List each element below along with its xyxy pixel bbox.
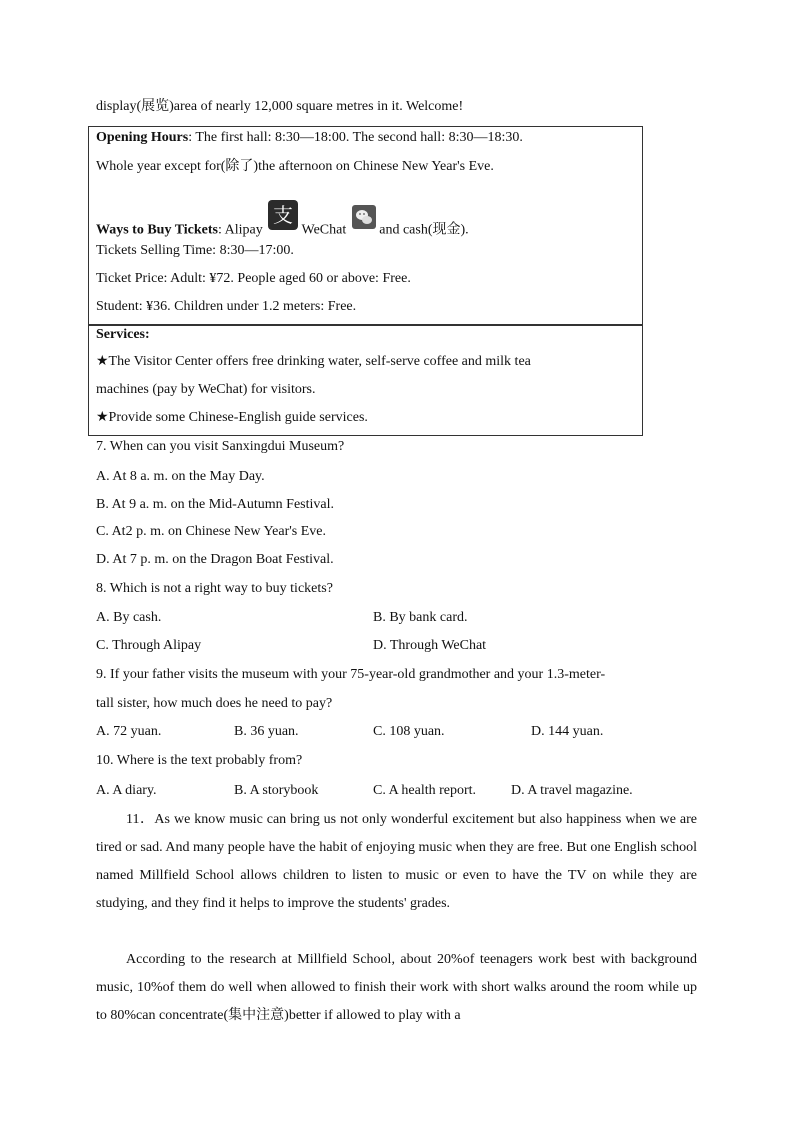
question-9-stem-line1: 9. If your father visits the museum with your 75-year-old grandmother and your 1.3-meter- [96,667,606,682]
question-10-option-c: C. A health report. [373,783,477,798]
ways-alipay: : Alipay [218,222,263,238]
price-line2: Student: ¥36. Children under 1.2 meters: Free. [96,299,357,314]
question-7-stem: 7. When can you visit Sanxingdui Museum? [96,439,345,454]
ways-cash: and cash(现金). [379,222,469,238]
ways-label: Ways to Buy Tickets [96,222,219,238]
alipay-icon [268,200,298,237]
question-10-option-b: B. A storybook [234,783,319,798]
question-10-option-d: D. A travel magazine. [511,783,633,798]
question-9-option-d: D. 144 yuan. [531,724,604,739]
question-9-stem-line2: tall sister, how much does he need to pay? [96,696,333,711]
opening-hours-text: : The first hall: 8:30—18:00. The second hall: 8:30—18:30. [188,130,523,145]
question-7-option-c: C. At2 p. m. on Chinese New Year's Eve. [96,524,327,539]
question-7-option-a: A. At 8 a. m. on the May Day. [96,469,265,484]
question-8-option-c: C. Through Alipay [96,638,202,653]
question-7-option-b: B. At 9 a. m. on the Mid-Autumn Festival. [96,497,334,512]
service2: ★Provide some Chinese-English guide services. [96,410,368,425]
question-10-option-a: A. A diary. [96,783,157,798]
question-7-option-d: D. At 7 p. m. on the Dragon Boat Festival. [96,552,334,567]
opening-hours-label: Opening Hours [96,130,189,145]
question-8-option-b: B. By bank card. [373,610,468,625]
question-10-stem: 10. Where is the text probably from? [96,753,303,768]
price-line1: Ticket Price: Adult: ¥72. People aged 60 or above: Free. [96,271,411,286]
service1-line2: machines (pay by WeChat) for visitors. [96,382,316,397]
wechat-icon [352,205,376,236]
question-8-option-a: A. By cash. [96,610,162,625]
alipay-glyph: 支 [273,203,294,227]
selling-time: Tickets Selling Time: 8:30—17:00. [96,243,294,258]
question-8-stem: 8. Which is not a right way to buy tickets? [96,581,333,596]
service1-line1: ★The Visitor Center offers free drinking water, self-serve coffee and milk tea [96,354,531,369]
passage-paragraph-2: According to the research at Millfield School, about 20%of teenagers work best with background music, 10%of them do well when allowed to finish their work with short walks around the room while up to 80%can concentrate(集中注意)better if allowed to play with a [96,952,697,1023]
intro-line: display(展览)area of nearly 12,000 square metres in it. Welcome! [96,99,464,114]
opening-hours-line2: Whole year except for(除了)the afternoon on Chinese New Year's Eve. [96,159,494,174]
question-8-option-d: D. Through WeChat [373,638,487,653]
question-9-option-b: B. 36 yuan. [234,724,299,739]
opening-hours [96,128,523,148]
ways-wechat: WeChat [298,222,347,238]
question-9-option-a: A. 72 yuan. [96,724,162,739]
passage-paragraph-1: 11．As we know music can bring us not only wonderful excitement but also happiness when we are tired or sad. And many people have the habit of enjoying music when they are free. But one English school named Millfield School allows children to listen to music or even to have the TV on while they are studying, and they find it helps to improve the students' grades. [96,812,697,911]
question-9-option-c: C. 108 yuan. [373,724,445,739]
services-label: Services: [96,327,150,342]
